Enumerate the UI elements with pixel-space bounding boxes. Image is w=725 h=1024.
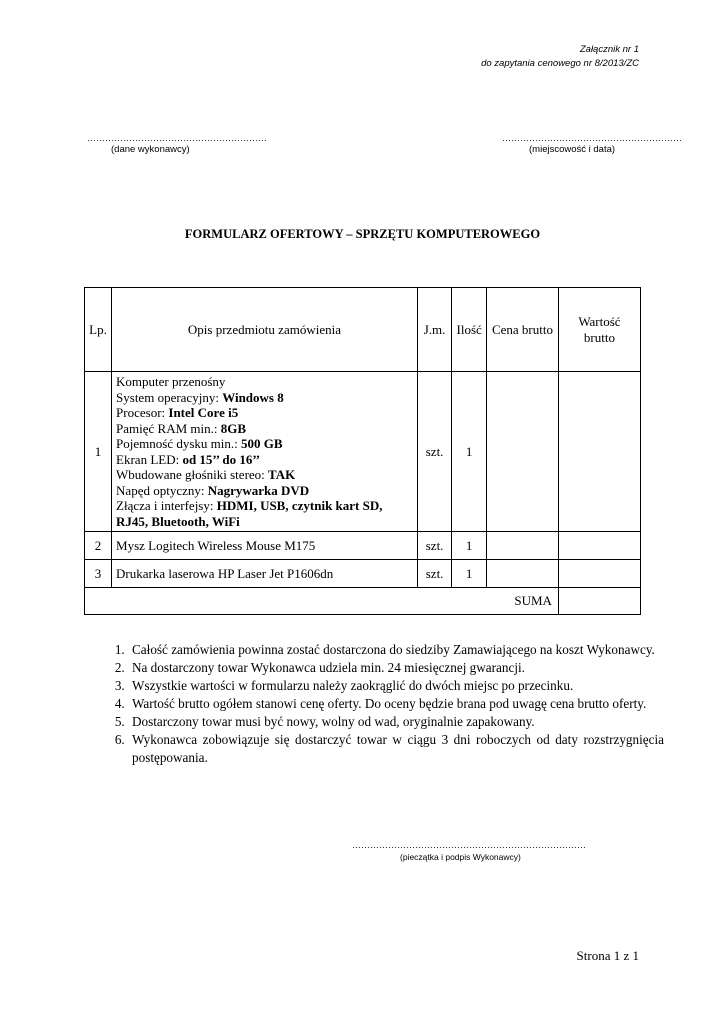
- place-date-dots: ……………………………………………………: [502, 133, 682, 143]
- row3-value-input: [558, 560, 640, 588]
- sum-row: [85, 588, 641, 615]
- row2-price-input: [487, 532, 559, 560]
- header-gross-value: Wartość brutto: [558, 288, 640, 372]
- row2-quantity: 1: [452, 532, 487, 560]
- row1-lp: 1: [85, 372, 112, 532]
- table-row: [85, 372, 641, 532]
- row3-price-input: [487, 560, 559, 588]
- row2-value-input: [558, 532, 640, 560]
- list-item: 5. Dostarczony towar musi być nowy, wolny od wad, oryginalnie zapakowany.: [128, 713, 664, 731]
- sum-label: SUMA: [85, 588, 559, 615]
- spec-line: Procesor: Intel Core i5: [116, 405, 239, 420]
- header-gross-price: Cena brutto: [487, 288, 559, 372]
- row3-unit: szt.: [417, 560, 451, 588]
- spec-line: Pojemność dysku min.: 500 GB: [116, 436, 283, 451]
- attachment-number: Załącznik nr 1: [579, 44, 639, 55]
- spec-line: Ekran LED: od 15’’ do 16’’: [116, 451, 261, 467]
- contractor-label: (dane wykonawcy): [111, 144, 190, 155]
- row1-description: [112, 372, 418, 532]
- row3-lp: 3: [85, 560, 112, 588]
- spec-line: System operacyjny: Windows 8: [116, 389, 284, 405]
- row1-quantity: 1: [452, 372, 487, 532]
- table-row: [85, 560, 641, 588]
- signature-label: (pieczątka i podpis Wykonawcy): [400, 852, 521, 862]
- row1-value-input: [558, 372, 640, 532]
- row3-description: Drukarka laserowa HP Laser Jet P1606dn: [112, 560, 418, 588]
- spec-line: Złącza i interfejsy: HDMI, USB, czytnik kart SD, RJ45, Bluetooth, WiFi: [116, 498, 383, 529]
- attachment-reference: do zapytania cenowego nr 8/2013/ZC: [481, 58, 639, 69]
- signature-dots: ……………………………………………………………………: [352, 840, 586, 850]
- contractor-dots: ……………………………………………………: [87, 133, 267, 143]
- header-lp: Lp.: [85, 288, 112, 372]
- document-title: FORMULARZ OFERTOWY – SPRZĘTU KOMPUTEROWEGO: [184, 227, 541, 241]
- offer-table: [84, 287, 641, 615]
- place-date-label: (miejscowość i data): [529, 144, 616, 155]
- page-number: Strona 1 z 1: [576, 948, 639, 963]
- table-row: [85, 532, 641, 560]
- row1-unit: szt.: [417, 372, 451, 532]
- attachment-header: [481, 43, 639, 71]
- row3-quantity: 1: [452, 560, 487, 588]
- spec-line: Wbudowane głośniki stereo: TAK: [116, 467, 296, 482]
- table-header-row: [85, 288, 641, 372]
- header-quantity: Ilość: [452, 288, 487, 372]
- list-item: 6. Wykonawca zobowiązuje się dostarczyć towar w ciągu 3 dni roboczych od daty rozstrzygnięcia postępowania.: [128, 731, 664, 767]
- list-item: 2. Na dostarczony towar Wykonawca udziela min. 24 miesięcznej gwarancji.: [128, 659, 664, 677]
- list-item: 3. Wszystkie wartości w formularzu należy zaokrąglić do dwóch miejsc po przecinku.: [128, 677, 664, 695]
- spec-line: Komputer przenośny: [116, 374, 226, 389]
- row2-description: Mysz Logitech Wireless Mouse M175: [112, 532, 418, 560]
- row2-unit: szt.: [417, 532, 451, 560]
- sum-value-input: [558, 588, 640, 615]
- row1-price-input: [487, 372, 559, 532]
- header-unit: J.m.: [417, 288, 451, 372]
- spec-line: Napęd optyczny: Nagrywarka DVD: [116, 482, 310, 498]
- row2-lp: 2: [85, 532, 112, 560]
- list-item: 1. Całość zamówienia powinna zostać dostarczona do siedziby Zamawiającego na koszt Wykonawcy.: [128, 641, 664, 659]
- terms-list: [104, 641, 664, 767]
- header-description: Opis przedmiotu zamówienia: [112, 288, 418, 372]
- list-item: 4. Wartość brutto ogółem stanowi cenę oferty. Do oceny będzie brana pod uwagę cena brutto oferty.: [128, 695, 664, 713]
- spec-line: Pamięć RAM min.: 8GB: [116, 420, 247, 436]
